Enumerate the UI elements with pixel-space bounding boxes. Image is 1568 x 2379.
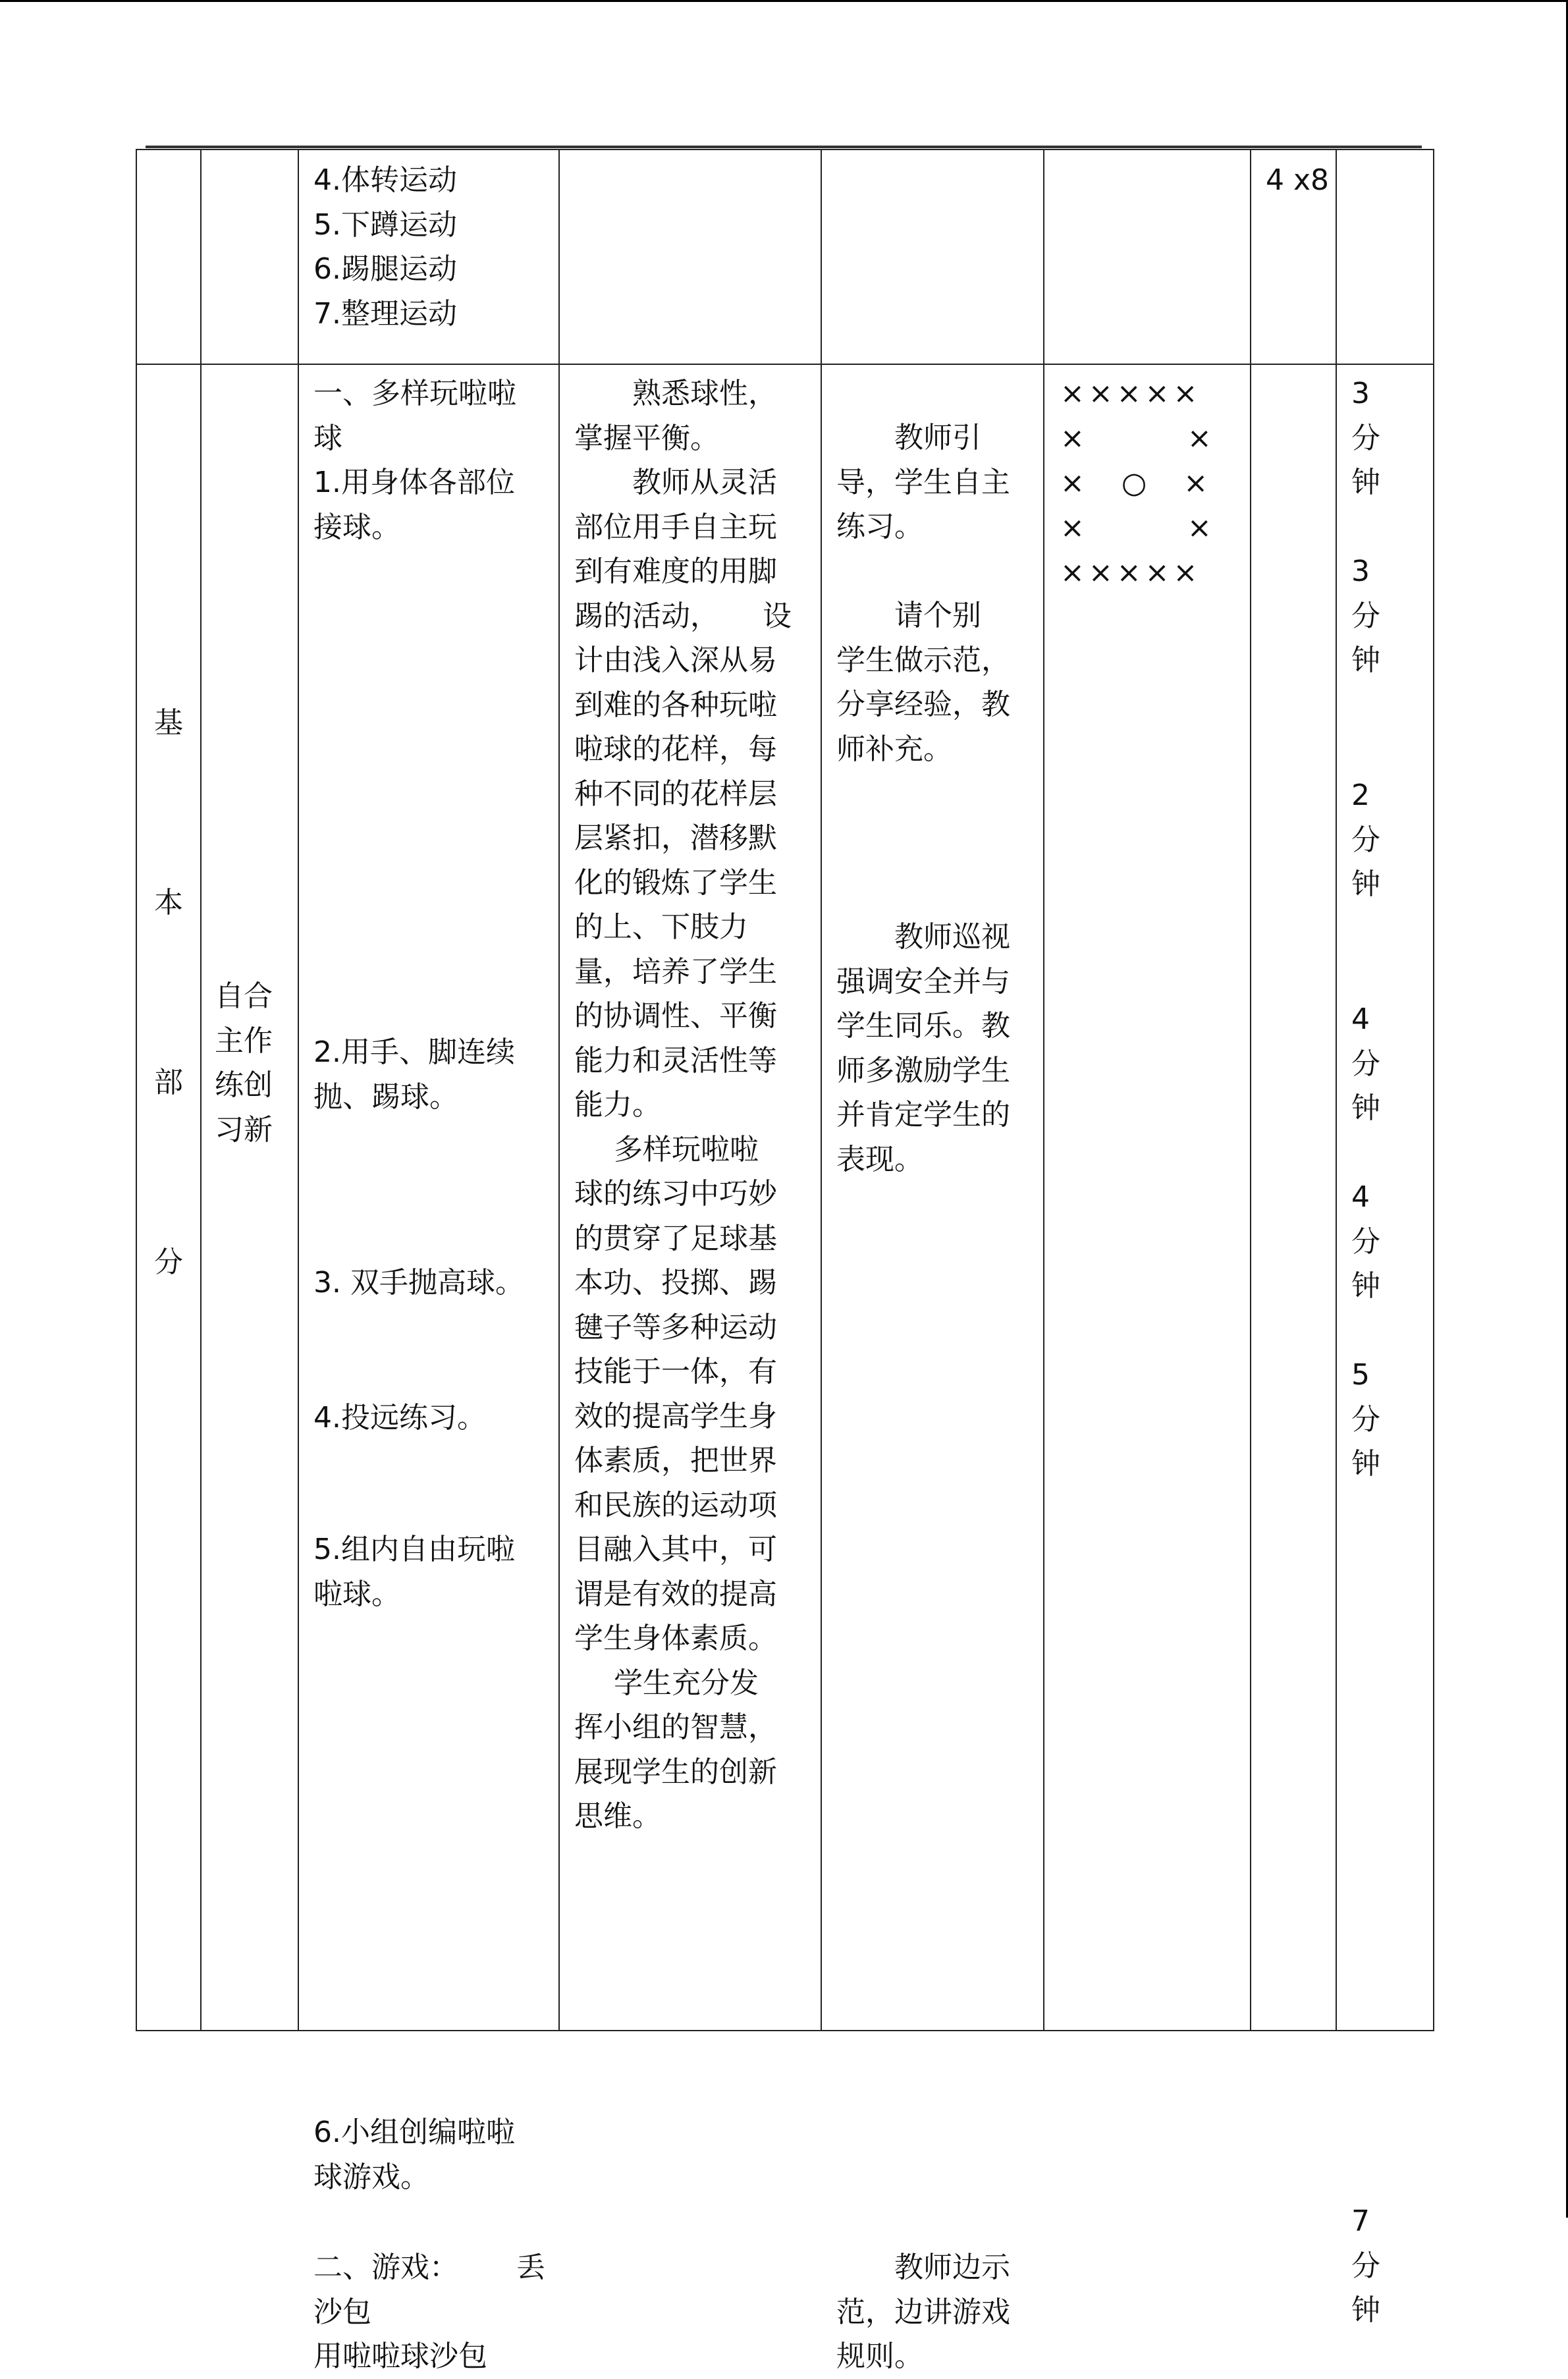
org-block-2 [836, 593, 1010, 771]
content-item: 啦球。 [313, 1577, 400, 1611]
method-line: 自合 [215, 979, 273, 1013]
time-value: 3 [1351, 555, 1370, 588]
time-unit: 分 [1351, 1224, 1380, 1259]
content-item: 球游戏。 [313, 2160, 429, 2194]
purpose-line: 化的锻炼了学生 [574, 865, 777, 900]
content-item: 6.小组创编啦啦 [313, 2116, 515, 2149]
purpose-cell-empty [559, 150, 821, 364]
time-unit: 分 [1351, 1402, 1380, 1436]
purpose-line: 毽子等多种运动 [574, 1310, 777, 1344]
purpose-line: 教师从灵活 [632, 466, 777, 499]
game-line: 用啦啦球沙包 [313, 2339, 487, 2373]
content-item-6 [313, 2110, 515, 2199]
org-line: 强调安全并与 [836, 964, 1010, 998]
part-cell-empty [136, 150, 201, 364]
part-char: 部 [154, 1066, 183, 1099]
purpose-line: 多样玩啦啦 [614, 1132, 759, 1166]
org-line: 练习。 [836, 510, 923, 543]
count-cell [1251, 150, 1336, 364]
purpose-line: 技能于一体，有 [574, 1355, 777, 1388]
org-line: 学生同乐。教 [836, 1009, 1010, 1043]
formation-line: × ○ × [1060, 466, 1212, 500]
time-value: 4 [1351, 1180, 1370, 1214]
purpose-line: 层紧扣，潜移默 [574, 821, 777, 855]
method-cell-empty [201, 150, 298, 364]
method-line: 练创 [215, 1068, 273, 1102]
content-item-2 [313, 1030, 515, 1119]
time-unit: 钟 [1351, 2293, 1380, 2327]
content-item: 5.组内自由玩啦 [313, 1533, 515, 1566]
part-cell [136, 364, 201, 2031]
header-rule [146, 146, 1422, 148]
org-line: 师补充。 [836, 732, 952, 766]
purpose-line: 掌握平衡。 [574, 421, 719, 455]
time-block [1351, 1353, 1380, 1487]
formation-cell [1044, 364, 1251, 2031]
formation-cell-empty [1044, 150, 1251, 364]
purpose-line: 啦球的花样，每 [574, 732, 777, 766]
purpose-cell [559, 364, 821, 2031]
org-line: 分享经验，教 [836, 688, 1010, 721]
time-value: 4 [1351, 1002, 1370, 1036]
org-line: 教师边示 [894, 2251, 1010, 2284]
purpose-line: 球的练习中巧妙 [574, 1177, 777, 1211]
org-line: 规则。 [836, 2339, 923, 2373]
content-item: 4.投远练习。 [313, 1401, 486, 1435]
time-unit: 钟 [1351, 1091, 1380, 1125]
content-item: 抛、踢球。 [313, 1080, 458, 1114]
time-unit: 钟 [1351, 867, 1380, 901]
method-label [215, 974, 273, 1152]
purpose-line: 种不同的花样层 [574, 777, 777, 811]
time-unit: 分 [1351, 599, 1380, 633]
time-value: 3 [1351, 377, 1370, 410]
content-item: 3. 双手抛高球。 [313, 1266, 524, 1299]
time-value: 2 [1351, 779, 1370, 812]
game-line: 沙包 [313, 2295, 371, 2329]
purpose-line: 思维。 [574, 1799, 661, 1833]
purpose-line: 展现学生的创新 [574, 1755, 777, 1789]
game-heading-left: 二、游戏： [313, 2251, 458, 2284]
org-line: 请个别 [894, 599, 981, 632]
purpose-line: 踢的活动， 设 [574, 599, 792, 633]
purpose-line: 本功、投掷、踢 [574, 1266, 777, 1299]
purpose-line: 的协调性、平衡 [574, 999, 777, 1033]
time-value: 7 [1351, 2204, 1370, 2238]
method-line: 习新 [215, 1112, 273, 1147]
formation-line: ××××× [1060, 377, 1202, 410]
org-line: 教师巡视 [894, 920, 1010, 954]
org-line: 表现。 [836, 1142, 923, 1176]
game-heading-right: 丢 [516, 2251, 545, 2284]
purpose-line: 计由浅入深从易 [574, 643, 777, 677]
organization-cell-empty [821, 150, 1044, 364]
purpose-line: 能力和灵活性等 [574, 1043, 777, 1078]
content-item: 接球。 [313, 510, 400, 544]
content-line: 7.整理运动 [313, 296, 457, 331]
time-value: 5 [1351, 1358, 1370, 1392]
content-item-4 [313, 1396, 486, 1440]
time-unit: 钟 [1351, 1447, 1380, 1481]
formation-line: × × [1060, 422, 1216, 455]
content-line: 6.踢腿运动 [313, 252, 457, 286]
purpose-line: 到难的各种玩啦 [574, 688, 777, 722]
time-block [1351, 773, 1380, 907]
content-game [313, 2245, 545, 2379]
time-unit: 分 [1351, 1047, 1380, 1081]
lesson-plan-table [136, 149, 1434, 2373]
time-cell [1336, 364, 1434, 2327]
content-cell [298, 364, 559, 2373]
purpose-line: 和民族的运动项 [574, 1488, 777, 1522]
organization-cell [821, 364, 1044, 2373]
table-row-warmup-continued [136, 150, 1434, 364]
time-unit: 分 [1351, 823, 1380, 857]
time-unit: 钟 [1351, 466, 1380, 499]
part-char: 分 [154, 1245, 183, 1279]
time-unit: 钟 [1351, 643, 1380, 677]
org-line: 范，边讲游戏 [836, 2295, 1010, 2329]
content-item-3 [313, 1261, 524, 1305]
time-block [1351, 997, 1380, 1131]
purpose-line: 部位用手自主玩 [574, 510, 777, 544]
time-block [1351, 2199, 1380, 2333]
purpose-line: 学生充分发 [614, 1666, 759, 1700]
purpose-line: 学生身体素质。 [574, 1622, 777, 1655]
purpose-line: 目融入其中，可 [574, 1533, 777, 1566]
content-item-5 [313, 1527, 515, 1616]
org-line: 学生做示范， [836, 643, 1010, 677]
content-line: 5.下蹲运动 [313, 207, 457, 242]
part-char: 本 [154, 886, 183, 919]
purpose-line: 量，培养了学生 [574, 954, 777, 989]
formation-line: × × [1060, 511, 1216, 545]
purpose-line: 效的提高学生身 [574, 1399, 777, 1433]
content-heading: 球 [313, 421, 342, 455]
org-line: 教师引 [894, 421, 981, 454]
formation-line: ××××× [1060, 556, 1202, 589]
content-line: 4.体转运动 [313, 163, 457, 197]
purpose-line: 谓是有效的提高 [574, 1577, 777, 1611]
count-value: 4 x8 [1266, 163, 1330, 197]
content-item: 1.用身体各部位 [313, 466, 515, 499]
org-block-1 [836, 416, 1010, 549]
time-cell-empty [1336, 150, 1434, 364]
time-block [1351, 1175, 1380, 1309]
time-unit: 分 [1351, 2249, 1380, 2283]
org-line: 并肯定学生的 [836, 1098, 1010, 1132]
content-heading: 一、多样玩啦啦 [313, 377, 516, 410]
org-line: 导，学生自主 [836, 465, 1010, 499]
method-cell [201, 364, 298, 2031]
purpose-line: 体素质，把世界 [574, 1444, 777, 1477]
part-char: 基 [154, 706, 183, 740]
time-unit: 分 [1351, 421, 1380, 455]
content-item: 2.用手、脚连续 [313, 1035, 515, 1069]
method-line: 主作 [215, 1024, 273, 1058]
time-block [1351, 371, 1380, 505]
purpose-line: 熟悉球性， [632, 377, 777, 410]
page-border-top [0, 0, 1568, 2]
purpose-line: 挥小组的智慧， [574, 1710, 777, 1744]
purpose-line: 到有难度的用脚 [574, 555, 777, 588]
org-line: 师多激励学生 [836, 1053, 1010, 1087]
purpose-line: 的贯穿了足球基 [574, 1221, 777, 1255]
org-block-3 [836, 915, 1010, 1182]
count-cell-empty [1251, 364, 1336, 2031]
purpose-line: 能力。 [574, 1088, 661, 1122]
purpose-line: 的上、下肢力 [574, 910, 748, 944]
time-block [1351, 549, 1380, 683]
content-cell-warmup [298, 150, 559, 364]
org-block-4 [836, 2245, 1010, 2379]
time-unit: 钟 [1351, 1269, 1380, 1303]
game-heading [313, 2245, 545, 2290]
table-row-basic-part [136, 364, 1434, 2031]
